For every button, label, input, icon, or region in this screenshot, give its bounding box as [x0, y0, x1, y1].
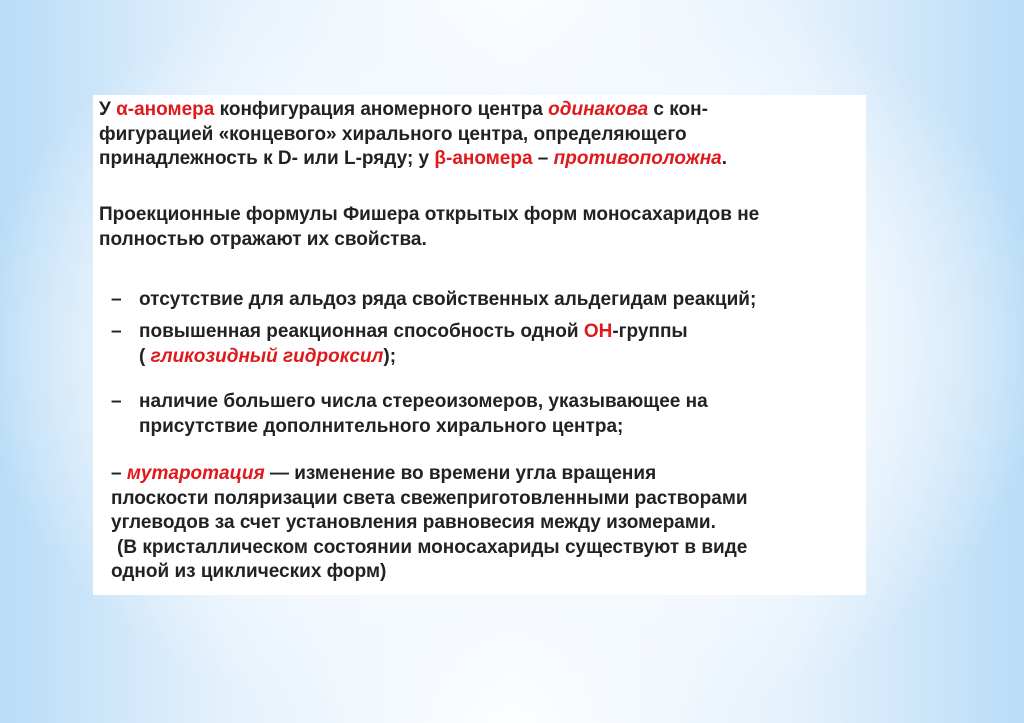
list-item-text: -группы: [612, 321, 688, 342]
text-span: конфигурация аномерного центра: [214, 99, 549, 120]
list-dash: –: [111, 391, 122, 412]
text-span: –: [532, 148, 554, 169]
list-item: [111, 288, 862, 313]
glycosidic-term: гликозидный гидроксил: [150, 345, 384, 367]
text-span: принадлежность к D- или L-ряду; у: [99, 148, 435, 169]
opposite-term: противоположна: [553, 148, 722, 169]
text-line: (В кристаллическом состоянии моносахариды существуют в виде: [117, 536, 748, 558]
list-item-text: повышенная реакционная способность одной: [139, 321, 584, 342]
list-item-text: отсутствие для альдоз ряда свойственных альдегидам реакций;: [139, 289, 757, 310]
alpha-anomer-term: α-аномера: [116, 99, 215, 120]
beta-anomer-term: β-аномера: [434, 148, 533, 169]
text-line: плоскости поляризации света свежеприготовленными растворами: [111, 487, 748, 509]
text-span: У: [99, 99, 117, 120]
text-line: полностью отражают их свойства.: [99, 228, 427, 250]
list-item-text: наличие большего числа стереоизомеров, указывающее на: [139, 391, 708, 412]
text-span: с кон-: [648, 99, 708, 120]
list-item: [111, 320, 862, 369]
text-line: углеводов за счет установления равновесия между изомерами.: [111, 512, 716, 533]
list-item: [111, 390, 862, 439]
list-dash: –: [111, 289, 122, 310]
list-dash: –: [111, 321, 122, 342]
list-item-text: присутствие дополнительного хирального центра;: [139, 415, 624, 437]
text-line: фигурацией «концевого» хирального центра, определяющего: [99, 123, 687, 145]
mutarotation-term: мутаротация: [126, 463, 265, 484]
list-item-text: );: [383, 345, 397, 367]
fischer-paragraph: [99, 203, 866, 252]
anomer-paragraph: [99, 98, 866, 172]
list-item-text: (: [139, 345, 151, 367]
mutarotation-paragraph: [111, 462, 866, 585]
oh-term: ОН: [583, 321, 613, 342]
text-span: — изменение во времени угла вращения: [264, 463, 657, 484]
slide-card: [93, 95, 866, 595]
text-line: Проекционные формулы Фишера открытых форм моносахаридов не: [99, 204, 760, 225]
text-span: –: [111, 463, 127, 484]
same-term: одинакова: [548, 99, 649, 120]
text-line: одной из циклических форм): [111, 561, 387, 582]
text-span: .: [721, 148, 728, 169]
